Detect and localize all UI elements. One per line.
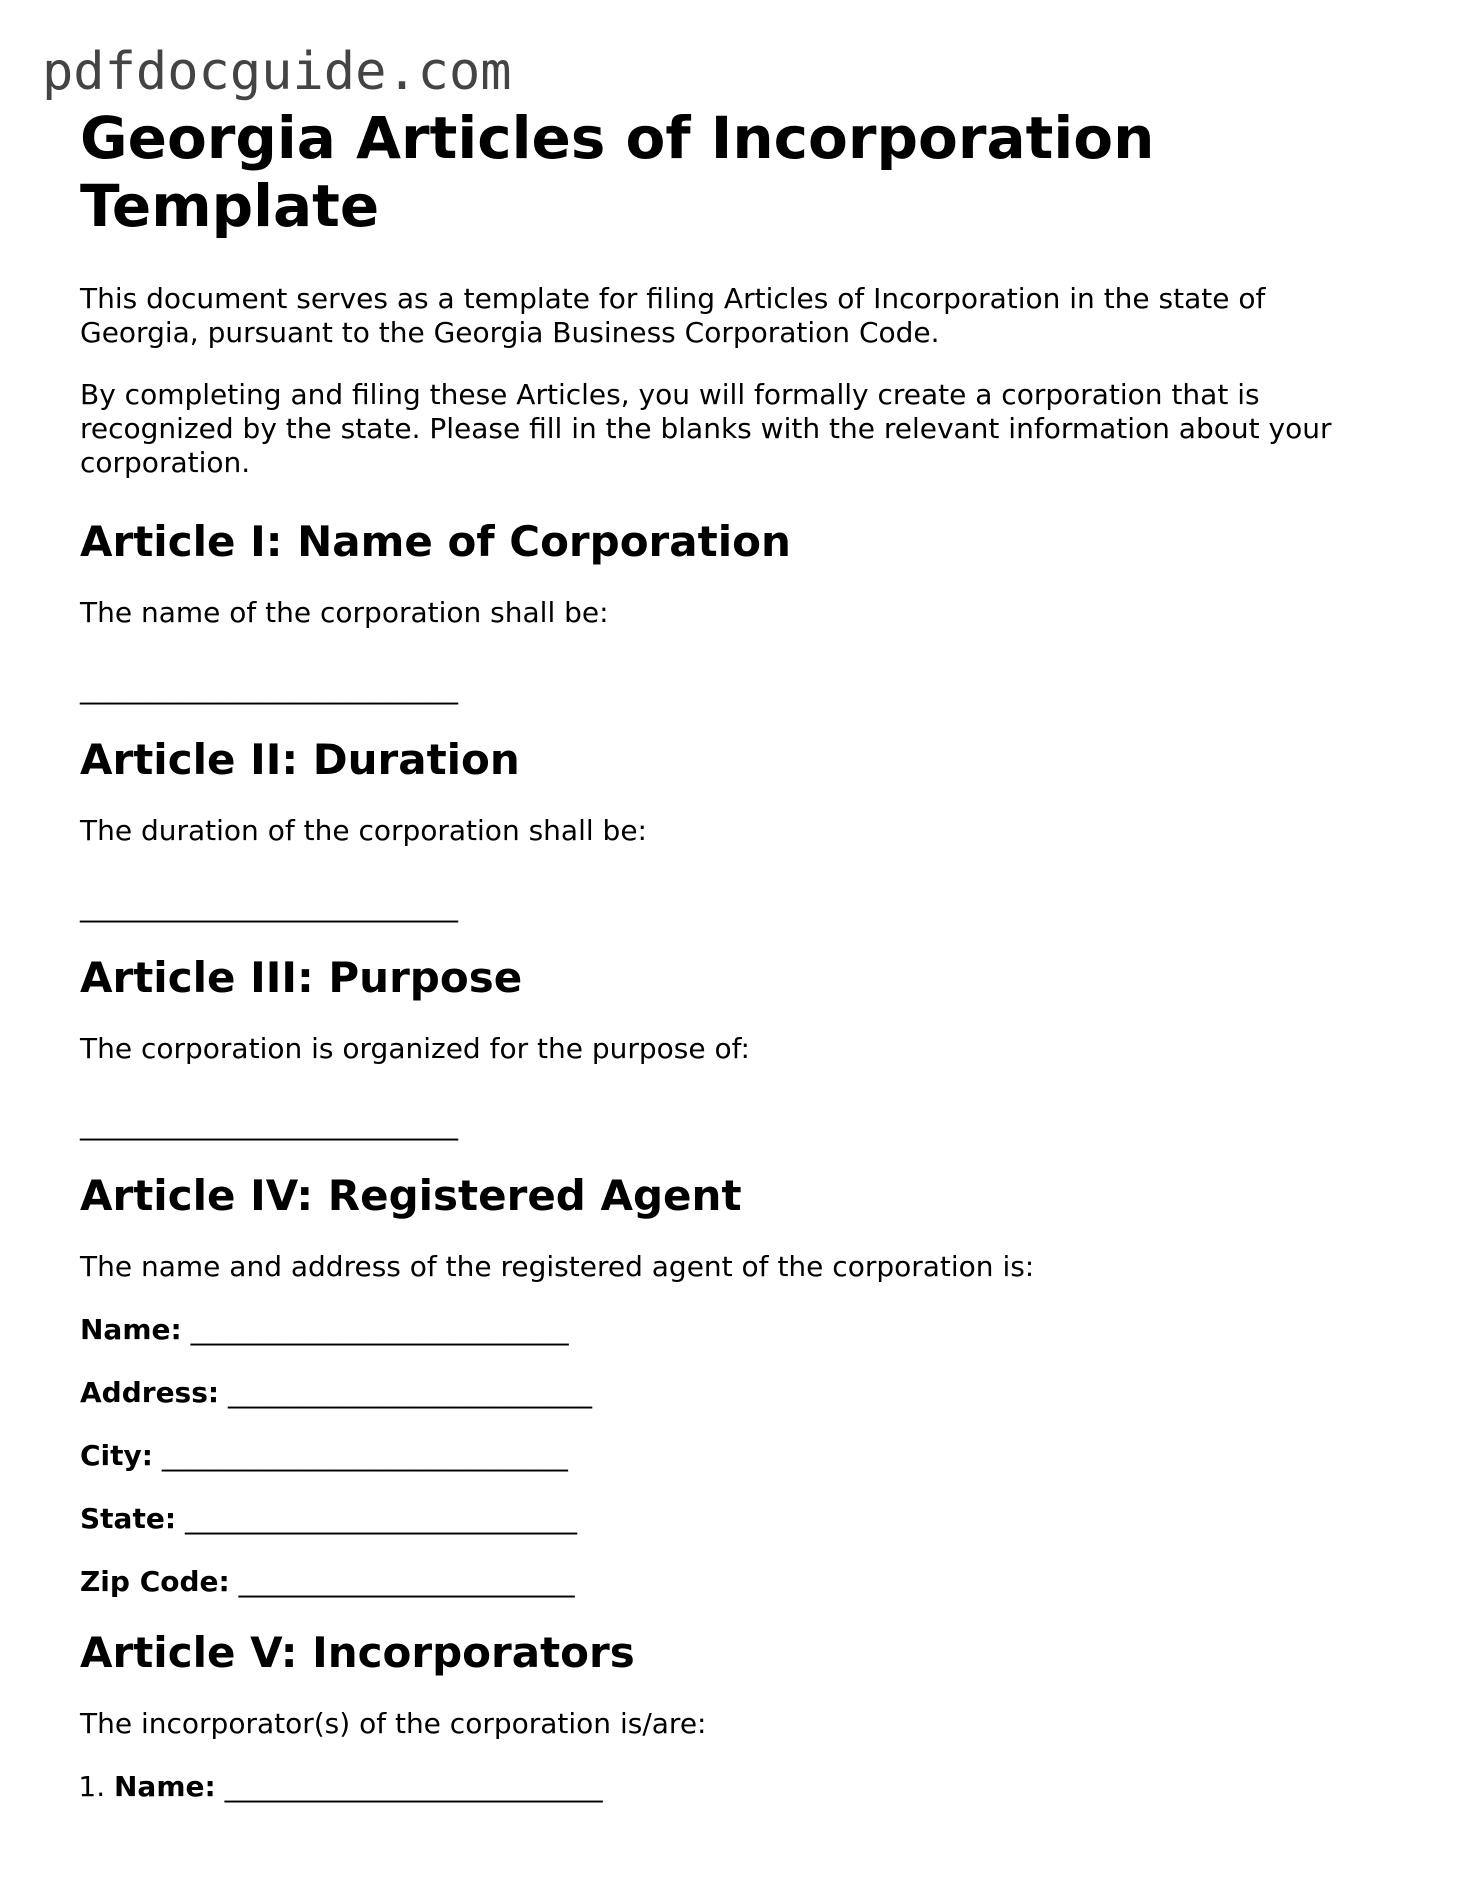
- agent-name-line[interactable]: ___________________________: [190, 1313, 569, 1346]
- agent-name-field[interactable]: [80, 1313, 1380, 1347]
- agent-state-line[interactable]: ____________________________: [184, 1502, 577, 1535]
- article-2-blank[interactable]: ___________________________: [80, 890, 458, 923]
- page-title: Georgia Articles of Incorporation Template: [80, 104, 1155, 240]
- article-1-heading: Article I: Name of Corporation: [80, 517, 791, 566]
- agent-address-field[interactable]: [80, 1376, 1380, 1410]
- intro-paragraph-1: This document serves as a template for filing Articles of Incorporation in the state of Georgia, pursuant to the Georgia Business Corporation Code.: [80, 282, 1266, 349]
- intro-paragraph-2: By completing and filing these Articles, you will formally create a corporation that is recognized by the state. Please fill in the blanks with the relevant information about your corporation.: [80, 378, 1332, 479]
- agent-state-field[interactable]: [80, 1502, 1380, 1536]
- article-3-heading: Article III: Purpose: [80, 953, 523, 1002]
- incorporator-item[interactable]: [114, 1770, 1380, 1804]
- agent-city-label: City:: [80, 1439, 153, 1472]
- article-2-text: The duration of the corporation shall be:: [80, 814, 647, 847]
- article-5-text: The incorporator(s) of the corporation is/are:: [80, 1707, 707, 1740]
- incorporator-name-line[interactable]: ___________________________: [224, 1770, 603, 1803]
- article-3-text: The corporation is organized for the purpose of:: [80, 1032, 750, 1065]
- article-1-blank[interactable]: ___________________________: [80, 672, 458, 705]
- agent-address-line[interactable]: __________________________: [228, 1376, 592, 1409]
- agent-zip-line[interactable]: ________________________: [238, 1565, 575, 1598]
- incorporator-list: [80, 1770, 1380, 1804]
- incorporator-name-label: Name:: [114, 1770, 216, 1803]
- agent-address-label: Address:: [80, 1376, 220, 1409]
- article-5-heading: Article V: Incorporators: [80, 1628, 635, 1677]
- article-4-text: The name and address of the registered agent of the corporation is:: [80, 1250, 1035, 1283]
- agent-name-label: Name:: [80, 1313, 182, 1346]
- agent-zip-label: Zip Code:: [80, 1565, 230, 1598]
- article-2-heading: Article II: Duration: [80, 735, 520, 784]
- agent-city-line[interactable]: _____________________________: [161, 1439, 568, 1472]
- agent-zip-field[interactable]: [80, 1565, 1380, 1599]
- article-4-heading: Article IV: Registered Agent: [80, 1171, 742, 1220]
- agent-state-label: State:: [80, 1502, 177, 1535]
- article-1-text: The name of the corporation shall be:: [80, 596, 609, 629]
- document-body: [80, 104, 1380, 1804]
- article-3-blank[interactable]: ___________________________: [80, 1108, 458, 1141]
- agent-city-field[interactable]: [80, 1439, 1380, 1473]
- watermark: pdfdocguide.com: [42, 42, 512, 102]
